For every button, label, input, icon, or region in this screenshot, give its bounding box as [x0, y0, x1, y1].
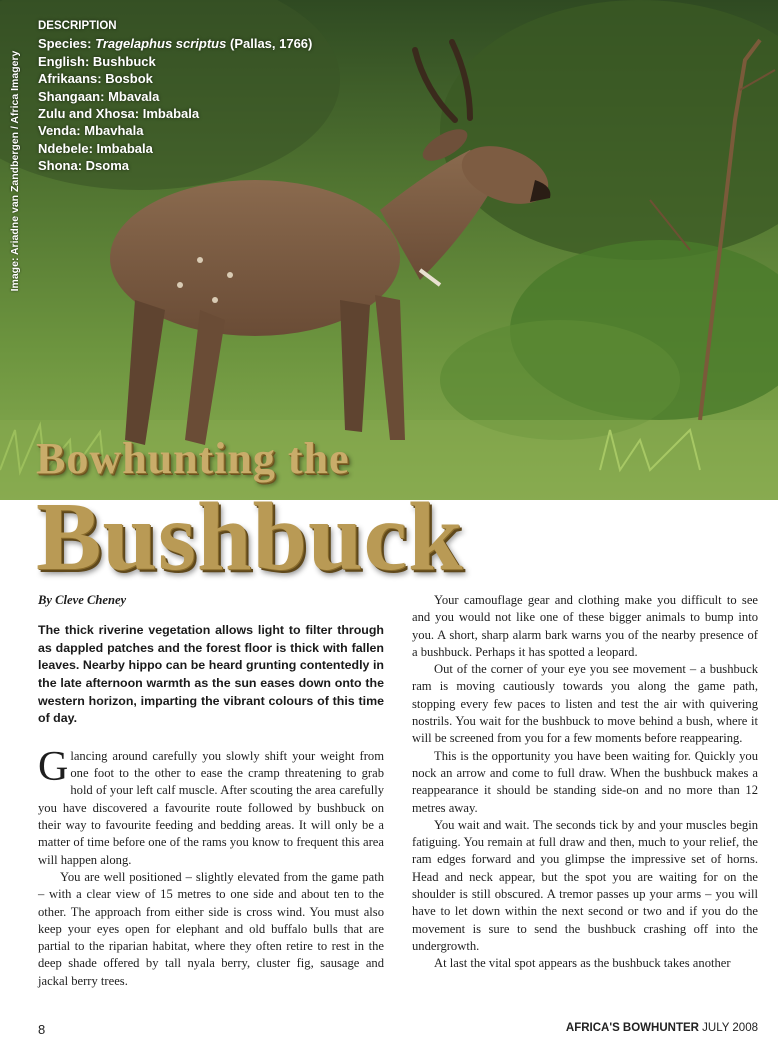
- description-heading: DESCRIPTION: [38, 20, 117, 32]
- body-text: lancing around carefully you slowly shift your weight from one foot to the other to ease the cramp threatening to grab hold of your left calf muscle. After scouting the area carefully you have discovered a favourite route followed by bushbuck on their way to favourite feeding and bedding areas. It will only be a matter of time before one of the rams you know to frequent this area will happen along.: [38, 748, 384, 867]
- page-number: 8: [38, 1022, 46, 1037]
- name-afrikaans: Afrikaans: Bosbok: [38, 71, 153, 87]
- body-paragraph: This is the opportunity you have been waiting for. Quickly you nock an arrow and come to full draw. When the bushbuck makes a reappearance it should be standing side-on and no more than 12 metres away.: [412, 748, 758, 815]
- name-ndebele: Ndebele: Imbabala: [38, 140, 153, 156]
- body-paragraph: You wait and wait. The seconds tick by and your muscles begin fatiguing. You remain at full draw and then, much to your relief, the ram edges forward and you glimpse the impressive set of horns. Head and neck appear, but the spot you are waiting for on the shoulder is still obscured. A tremor passes up your arms – you will have to let down within the next second or two and if you do the movement is sure to send the bushbuck crashing off into the undergrowth.: [412, 817, 758, 953]
- species-label: Species:: [38, 36, 92, 52]
- name-english: English: Bushbuck: [38, 53, 156, 69]
- drop-cap: G: [38, 743, 69, 790]
- body-paragraph: [38, 743, 384, 869]
- description-box: [38, 18, 312, 175]
- title-line-1: Bowhunting the: [36, 434, 350, 483]
- magazine-footer: [566, 1022, 758, 1034]
- body-paragraph: At last the vital spot appears as the bushbuck takes another: [434, 956, 731, 971]
- name-venda: Venda: Mbavhala: [38, 123, 144, 139]
- body-paragraph: Your camouflage gear and clothing make you difficult to see and you would not like one of these bigger animals to bump into you. A short, sharp alarm bark warns you of the nearby presence of a bushbuck. Perhaps it has spotted a leopard.: [412, 593, 758, 659]
- right-column: [412, 592, 758, 973]
- species-line: [38, 35, 312, 52]
- species-name: Tragelaphus scriptus: [95, 36, 227, 52]
- intro-paragraph: The thick riverine vegetation allows light to filter through as dappled patches and the forest floor is thick with fallen leaves. Nearby hippo can be heard grunting contentedly in the late afternoon warmth as the sun eases down onto the western horizon, imparting the vibrant colours of this time of day.: [38, 623, 384, 726]
- body-paragraph: You are well positioned – slightly elevated from the game path – with a clear view of 15 metres to one side and about ten to the other. The approach from either side is cross wind. You must also keep your eyes open for elephant and old buffalo bulls that are partial to the riparian habitat, where they often retire to rest in the deep shade offered by tall nyala berry, cluster fig, sausage and jackal berry trees.: [38, 869, 384, 988]
- left-column: [38, 592, 384, 990]
- name-shona: Shona: Dsoma: [38, 158, 130, 174]
- name-shangaan: Shangaan: Mbavala: [38, 88, 160, 104]
- name-zulu-xhosa: Zulu and Xhosa: Imbabala: [38, 106, 200, 122]
- byline: By Cleve Cheney: [38, 593, 127, 607]
- body-paragraph: Out of the corner of your eye you see movement – a bushbuck ram is moving cautiously towards you along the game path, stopping every few paces to listen and test the air with quivering nostrils. You wait for the bushbuck to move behind a bush, where it will be screened from you for a few moments before reappearing.: [412, 662, 758, 746]
- bushbuck-photo: [0, 0, 778, 500]
- magazine-issue: JULY 2008: [702, 1022, 758, 1034]
- image-credit: Image: Ariadne van Zandbergen / Africa Imagery: [9, 50, 21, 292]
- species-author: (Pallas, 1766): [229, 36, 313, 52]
- title-line-2: Bushbuck: [36, 483, 464, 591]
- magazine-name: AFRICA'S BOWHUNTER: [565, 1022, 699, 1034]
